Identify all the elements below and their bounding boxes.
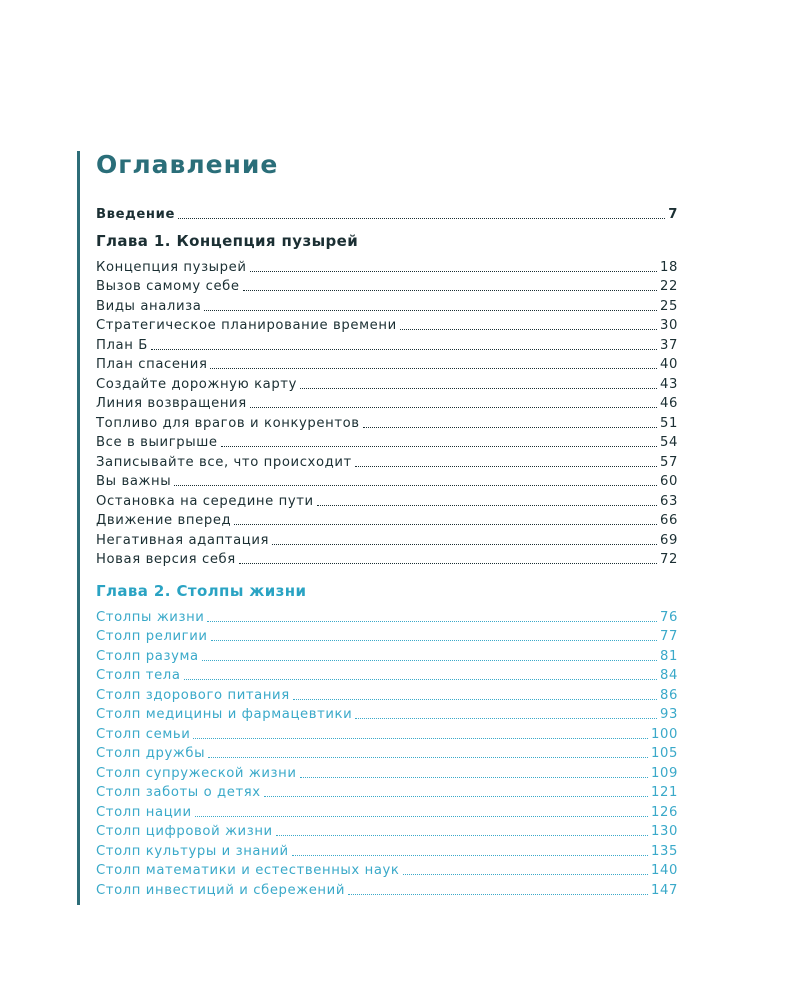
- dot-leader: [276, 835, 648, 836]
- entry-label: Негативная адаптация: [96, 532, 270, 548]
- entry-label: Остановка на середине пути: [96, 493, 314, 509]
- toc-entry[interactable]: [96, 297, 678, 317]
- entry-page: 25: [660, 298, 678, 314]
- entry-page: 18: [660, 259, 678, 275]
- toc-entry[interactable]: [96, 725, 678, 745]
- entry-page: 76: [660, 609, 678, 625]
- dot-leader: [151, 349, 657, 350]
- entry-page: 60: [660, 474, 678, 489]
- entry-label: Столп культуры и знаний: [96, 843, 289, 859]
- dot-leader: [208, 757, 648, 758]
- dot-leader: [300, 777, 648, 778]
- entry-label: Новая версия себя: [96, 552, 236, 567]
- dot-leader: [355, 718, 657, 719]
- toc-entry[interactable]: [96, 453, 678, 473]
- dot-leader: [211, 640, 657, 641]
- toc-entry[interactable]: [96, 647, 678, 667]
- dot-leader: [239, 563, 657, 564]
- entry-page: 140: [651, 863, 678, 878]
- entry-label: Движение вперед: [96, 513, 232, 528]
- toc-entry-intro[interactable]: [96, 205, 678, 225]
- toc-entry[interactable]: [96, 511, 678, 531]
- dot-leader: [250, 407, 657, 408]
- dot-leader: [195, 816, 648, 817]
- entry-page: 130: [651, 824, 678, 839]
- entry-label: Столп разума: [96, 648, 199, 664]
- entry-label: Столп тела: [96, 668, 181, 683]
- entry-page: 86: [660, 687, 678, 703]
- dot-leader: [174, 485, 657, 486]
- entry-page: 30: [660, 318, 678, 333]
- toc-entry[interactable]: [96, 277, 678, 297]
- entry-page: 93: [660, 707, 678, 722]
- toc-entry[interactable]: [96, 822, 678, 842]
- toc-entry[interactable]: [96, 744, 678, 764]
- entry-page: 46: [660, 396, 678, 411]
- toc-entry[interactable]: [96, 881, 678, 901]
- toc-entry[interactable]: [96, 842, 678, 862]
- dot-leader: [348, 894, 648, 895]
- entry-label: Стратегическое планирование времени: [96, 318, 397, 333]
- dot-leader: [234, 524, 657, 525]
- toc-entry[interactable]: [96, 336, 678, 356]
- entry-label: Линия возвращения: [96, 396, 247, 411]
- toc-entry[interactable]: [96, 394, 678, 414]
- entry-page: 43: [660, 376, 678, 392]
- toc-entry[interactable]: [96, 531, 678, 551]
- entry-label: Все в выигрыше: [96, 435, 218, 450]
- entry-page: 54: [660, 435, 678, 450]
- entry-page: 100: [651, 726, 678, 742]
- toc-entry[interactable]: [96, 375, 678, 395]
- dot-leader: [403, 874, 649, 875]
- dot-leader: [178, 218, 665, 219]
- entry-label: План Б: [96, 337, 148, 353]
- accent-bar: [77, 151, 80, 905]
- dot-leader: [300, 388, 657, 389]
- toc-entry[interactable]: [96, 472, 678, 492]
- entry-label: Столп математики и естественных наук: [96, 863, 400, 878]
- toc-entry[interactable]: [96, 492, 678, 512]
- dot-leader: [193, 738, 648, 739]
- entry-label: Столп цифровой жизни: [96, 824, 273, 839]
- entry-page: 63: [660, 493, 678, 509]
- table-of-contents: [96, 147, 678, 900]
- entry-label: План спасения: [96, 357, 208, 372]
- entry-label: Создайте дорожную карту: [96, 376, 297, 392]
- entry-label: Концепция пузырей: [96, 259, 247, 275]
- chapter-1: [96, 230, 678, 570]
- toc-entry[interactable]: [96, 783, 678, 803]
- entry-page: 40: [660, 357, 678, 372]
- dot-leader: [264, 796, 648, 797]
- toc-entry[interactable]: [96, 803, 678, 823]
- toc-entry[interactable]: [96, 627, 678, 647]
- entry-page: 81: [660, 648, 678, 664]
- entry-label: Столпы жизни: [96, 609, 205, 625]
- entry-page: 135: [651, 843, 678, 859]
- entry-page: 109: [651, 765, 678, 781]
- dot-leader: [400, 329, 657, 330]
- toc-entry[interactable]: [96, 608, 678, 628]
- entry-label: Столп дружбы: [96, 746, 206, 761]
- entry-label: Столп супружеской жизни: [96, 765, 297, 781]
- dot-leader: [250, 271, 657, 272]
- entry-label: Столп инвестиций и сбережений: [96, 882, 345, 898]
- page-title: Оглавление: [96, 150, 279, 179]
- entry-label: Столп нации: [96, 804, 192, 820]
- entry-page: 105: [651, 746, 678, 761]
- toc-entry[interactable]: [96, 705, 678, 725]
- entry-page: 69: [660, 532, 678, 548]
- entry-label: Вы важны: [96, 474, 172, 489]
- dot-leader: [243, 290, 657, 291]
- dot-leader: [221, 446, 657, 447]
- chapter-2: [96, 580, 678, 901]
- entry-page: 84: [660, 668, 678, 683]
- entry-label: Топливо для врагов и конкурентов: [96, 415, 360, 431]
- entry-label: Столп религии: [96, 629, 208, 644]
- entry-label: Столп здорового питания: [96, 687, 290, 703]
- toc-entry[interactable]: [96, 316, 678, 336]
- toc-entry[interactable]: [96, 258, 678, 278]
- dot-leader: [293, 699, 657, 700]
- dot-leader: [207, 621, 657, 622]
- toc-entry[interactable]: [96, 414, 678, 434]
- entry-page: 72: [660, 552, 678, 567]
- toc-entry[interactable]: [96, 355, 678, 375]
- dot-leader: [210, 368, 657, 369]
- entry-label: Столп медицины и фармацевтики: [96, 707, 353, 722]
- dot-leader: [202, 660, 657, 661]
- entry-page: 126: [651, 804, 678, 820]
- entry-label: Столп заботы о детях: [96, 785, 261, 800]
- toc-entry[interactable]: [96, 433, 678, 453]
- dot-leader: [184, 679, 658, 680]
- entry-page: 121: [651, 785, 678, 800]
- entry-page: 147: [651, 882, 678, 898]
- entry-page: 37: [660, 337, 678, 353]
- dot-leader: [317, 505, 657, 506]
- entry-label: Записывайте все, что происходит: [96, 454, 352, 470]
- dot-leader: [272, 544, 657, 545]
- dot-leader: [363, 427, 657, 428]
- toc-entry[interactable]: [96, 764, 678, 784]
- dot-leader: [204, 310, 657, 311]
- entry-page: 66: [660, 513, 678, 528]
- entry-label: Введение: [96, 207, 176, 222]
- entry-page: 22: [660, 279, 678, 294]
- dot-leader: [355, 466, 657, 467]
- chapter-heading[interactable]: Глава 2. Столпы жизни: [96, 581, 307, 600]
- entry-list: [96, 608, 678, 901]
- entry-page: 77: [660, 629, 678, 644]
- entry-page: 7: [668, 207, 678, 222]
- toc-entry[interactable]: [96, 666, 678, 686]
- entry-page: 57: [660, 454, 678, 470]
- entry-label: Виды анализа: [96, 298, 202, 314]
- entry-list: [96, 258, 678, 570]
- dot-leader: [292, 855, 648, 856]
- toc-entry[interactable]: [96, 861, 678, 881]
- entry-page: 51: [660, 415, 678, 431]
- entry-label: Вызов самому себе: [96, 279, 240, 294]
- entry-label: Столп семьи: [96, 726, 191, 742]
- toc-entry[interactable]: [96, 550, 678, 570]
- chapter-heading[interactable]: Глава 1. Концепция пузырей: [96, 231, 359, 250]
- toc-entry[interactable]: [96, 686, 678, 706]
